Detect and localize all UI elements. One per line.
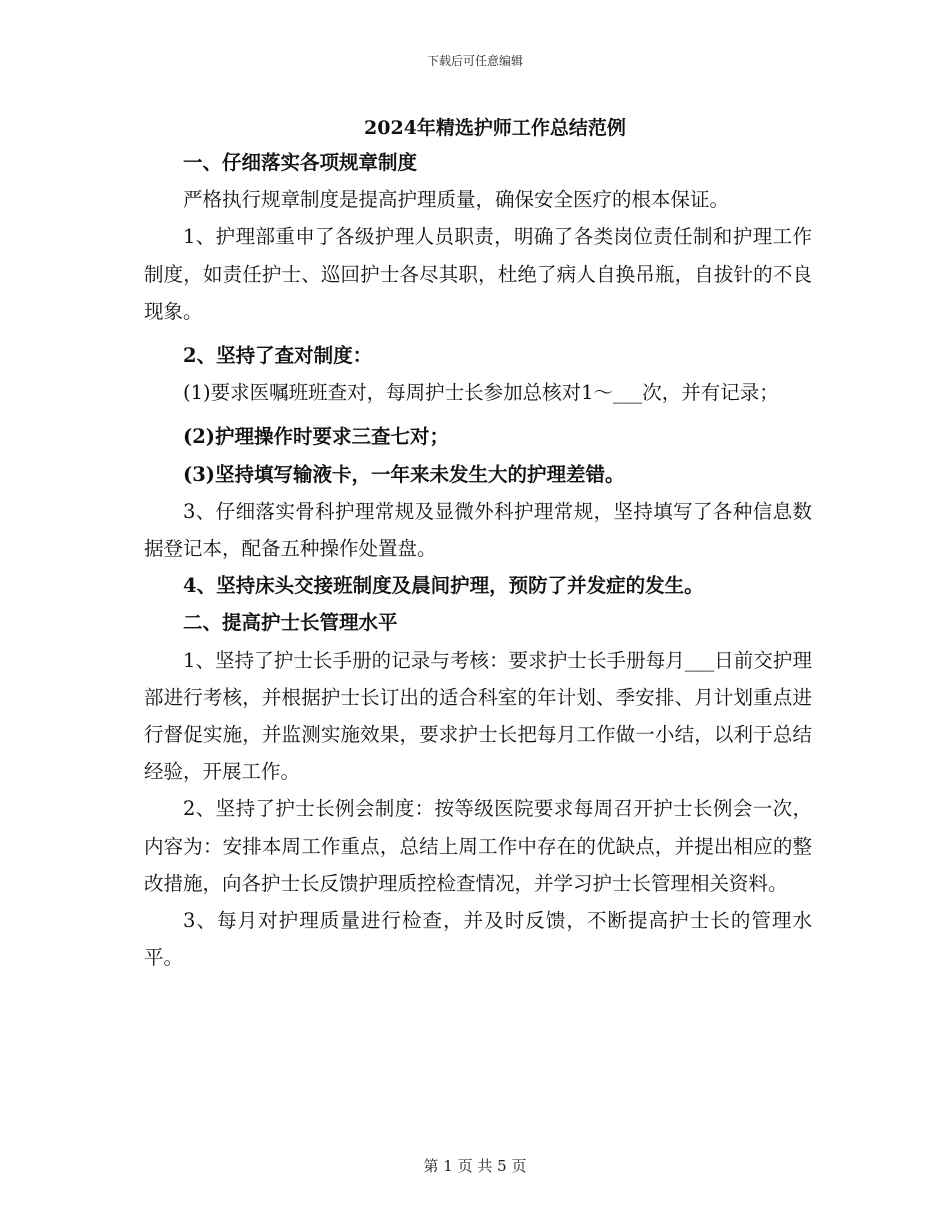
paragraph-item-3: 3、仔细落实骨科护理常规及显微外科护理常规，坚持填写了各种信息数据登记本，配备五种操作处置盘。: [144, 499, 812, 561]
paragraph-intro: 严格执行规章制度是提高护理质量，确保安全医疗的根本保证。: [183, 188, 730, 212]
document-body: [144, 144, 812, 976]
page-number: 第 1 页 共 5 页: [423, 1157, 527, 1175]
section-heading-2: 二、提高护士长管理水平: [183, 611, 398, 635]
document-title: 2024年精选护师工作总结范例: [364, 117, 626, 139]
paragraph-section2-item-3: 3、每月对护理质量进行检查，并及时反馈，不断提高护士长的管理水平。: [144, 909, 812, 970]
paragraph-item-4: 4、坚持床头交接班制度及晨间护理，预防了并发症的发生。: [183, 574, 704, 598]
paragraph-item-2-3: (3)坚持填写输液卡，一年来未发生大的护理差错。: [183, 462, 625, 486]
paragraph-item-2: 2、坚持了查对制度：: [183, 344, 373, 368]
paragraph-section2-item-1: 1、坚持了护士长手册的记录与考核：要求护士长手册每月___日前交护理部进行考核，并根据护士长订出的适合科室的年计划、季安排、月计划重点进行督促实施，并监测实施效果，要求护士长把每月工作做一小结，以利于总结经验，开展工作。: [144, 648, 812, 784]
paragraph-section2-item-2: 2、坚持了护士长例会制度：按等级医院要求每周召开护士长例会一次，内容为：安排本周工作重点，总结上周工作中存在的优缺点，并提出相应的整改措施，向各护士长反馈护理质控检查情况，并学习护士长管理相关资料。: [144, 797, 812, 895]
page-header-note: 下载后可任意编辑: [426, 54, 523, 68]
paragraph-item-2-1: (1)要求医嘱班班查对，每周护士长参加总核对1～___次，并有记录；: [183, 381, 779, 405]
paragraph-item-1: 1、护理部重申了各级护理人员职责，明确了各类岗位责任制和护理工作制度，如责任护士、巡回护士各尽其职，杜绝了病人自换吊瓶，自拔针的不良现象。: [144, 225, 812, 323]
paragraph-item-2-2: (2)护理操作时要求三查七对；: [183, 425, 450, 449]
section-heading-1: 一、仔细落实各项规章制度: [183, 151, 418, 174]
